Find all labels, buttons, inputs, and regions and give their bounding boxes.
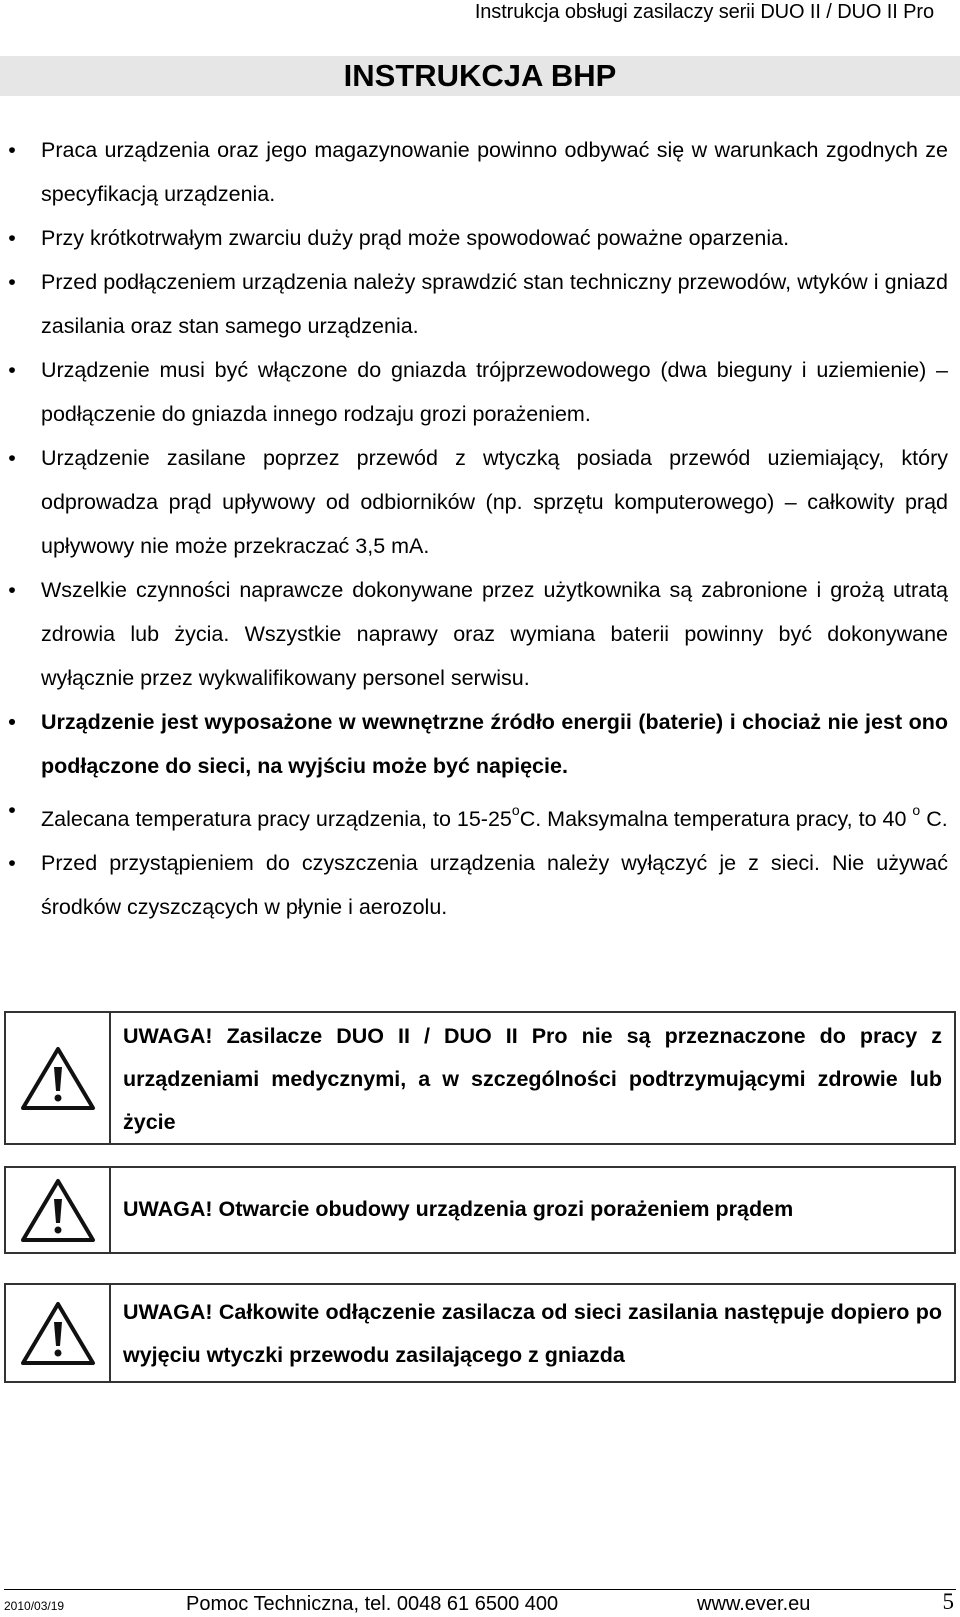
- running-header: Instrukcja obsługi zasilaczy serii DUO II / DUO II Pro: [474, 1, 934, 23]
- list-item: [0, 436, 960, 568]
- bullet-icon: •: [8, 226, 16, 250]
- list-item-text: Urządzenie jest wyposażone w wewnętrzne źródło energii (baterie) i chociaż nie jest ono podłączone do sieci, na wyjściu może być napięcie.: [41, 710, 948, 778]
- list-item: [0, 841, 960, 929]
- list-item: [0, 260, 960, 348]
- bullet-icon: •: [8, 358, 16, 382]
- warning-text: UWAGA! Zasilacze DUO II / DUO II Pro nie są przeznaczone do pracy z urządzeniami medycznymi, a w szczególności podtrzymującymi zdrowie lub życie: [123, 1024, 942, 1134]
- list-item: [0, 568, 960, 700]
- page-number: 5: [942, 1589, 954, 1614]
- warning-icon-cell: [6, 1285, 111, 1381]
- temperature-text: C. Maksymalna temperatura pracy, to 40: [519, 807, 913, 831]
- list-item-text: Przed przystąpieniem do czyszczenia urządzenia należy wyłączyć je z sieci. Nie używać środków czyszczących w płynie i aerozolu.: [41, 851, 948, 919]
- list-item-temperature: [0, 788, 960, 841]
- list-item: [0, 216, 960, 260]
- safety-list: [0, 128, 960, 929]
- temperature-text: Zalecana temperatura pracy urządzenia, to 15-25: [41, 807, 512, 831]
- section-title: INSTRUKCJA BHP: [0, 56, 960, 96]
- warning-box-disconnect: [4, 1283, 956, 1383]
- list-item-text: Wszelkie czynności naprawcze dokonywane przez użytkownika są zabronione i grożą utratą zdrowia lub życia. Wszystkie naprawy oraz wymiana baterii powinny być dokonywane wyłącznie przez wykwalifikowany personel serwisu.: [41, 578, 948, 690]
- bullet-icon: •: [8, 446, 16, 470]
- footer-date: 2010/03/19: [4, 1599, 65, 1613]
- list-item: [0, 128, 960, 216]
- warning-triangle-icon: [20, 1045, 96, 1111]
- list-item: [0, 348, 960, 436]
- list-item-text: Przy krótkotrwałym zwarciu duży prąd może spowodować poważne oparzenia.: [41, 226, 790, 250]
- footer-url: www.ever.eu: [697, 1593, 811, 1615]
- list-item-text: Urządzenie musi być włączone do gniazda trójprzewodowego (dwa bieguny i uziemienie) – podłączenie do gniazda innego rodzaju grozi porażeniem.: [41, 358, 948, 426]
- warning-text: UWAGA! Otwarcie obudowy urządzenia grozi porażeniem prądem: [123, 1197, 794, 1221]
- bullet-icon: •: [8, 798, 16, 822]
- list-item-text: Urządzenie zasilane poprzez przewód z wtyczką posiada przewód uziemiający, który odprowadza prąd upływowy od odbiorników (np. sprzętu komputerowego) – całkowity prąd upływowy nie może przekraczać 3,5 mA.: [41, 446, 948, 558]
- list-item-text: Przed podłączeniem urządzenia należy sprawdzić stan techniczny przewodów, wtyków i gniazd zasilania oraz stan samego urządzenia.: [41, 270, 948, 338]
- warning-text: UWAGA! Całkowite odłączenie zasilacza od sieci zasilania następuje dopiero po wyjęciu wtyczki przewodu zasilającego z gniazda: [123, 1300, 942, 1367]
- footer-contact: Pomoc Techniczna, tel. 0048 61 6500 400: [186, 1593, 559, 1615]
- warning-icon-cell: [6, 1013, 111, 1143]
- bullet-icon: •: [8, 710, 16, 734]
- bullet-icon: •: [8, 578, 16, 602]
- degree-symbol: o: [511, 802, 520, 818]
- bullet-icon: •: [8, 851, 16, 875]
- warning-icon-cell: [6, 1168, 111, 1252]
- bullet-icon: •: [8, 270, 16, 294]
- list-item-emphasized: [0, 700, 960, 788]
- warning-box-medical: [4, 1011, 956, 1145]
- temperature-text: C.: [920, 807, 948, 831]
- warning-triangle-icon: [20, 1300, 96, 1366]
- bullet-icon: •: [8, 138, 16, 162]
- footer-divider: [4, 1589, 956, 1590]
- degree-symbol: o: [912, 802, 921, 818]
- warning-triangle-icon: [20, 1177, 96, 1243]
- warning-box-enclosure: [4, 1166, 956, 1254]
- list-item-text: Praca urządzenia oraz jego magazynowanie powinno odbywać się w warunkach zgodnych ze specyfikacją urządzenia.: [41, 138, 948, 206]
